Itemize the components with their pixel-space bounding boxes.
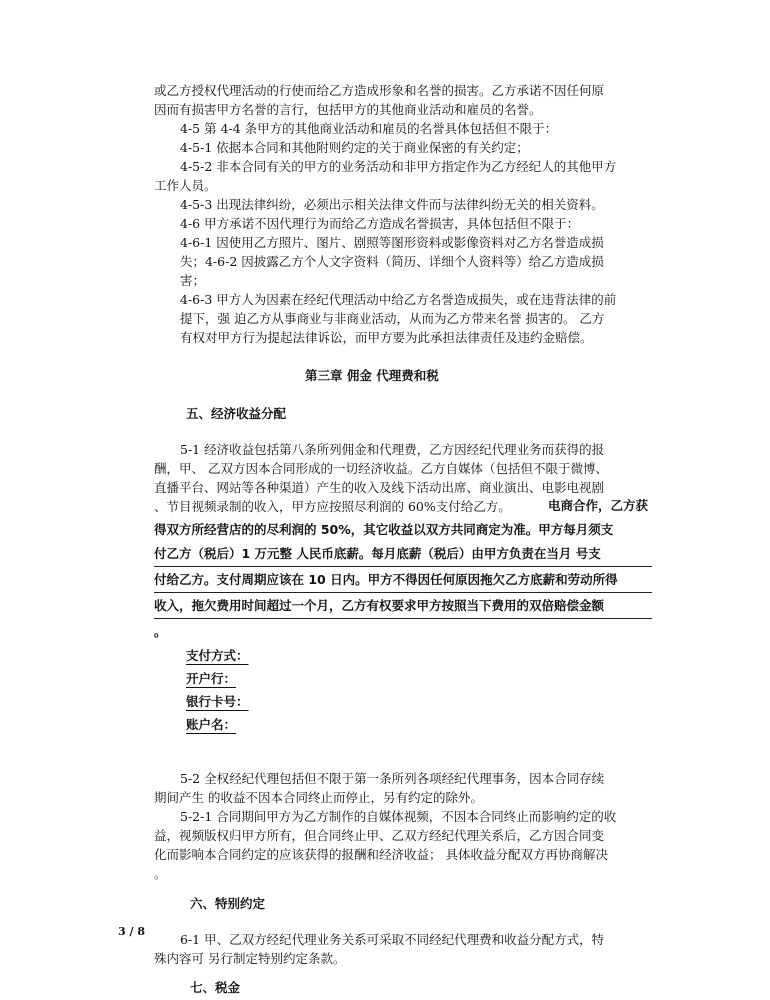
payment-method-label: 支付方式： xyxy=(186,648,249,663)
chapter-title: 第三章 佣金 代理费和税 xyxy=(305,368,439,383)
text-line: 因而有损害甲方名誉的言行，包括甲方的其他商业活动和雇员的名誉。 xyxy=(154,102,542,117)
bold-text: 得双方所经营店的的尽利润的 50%，其它收益以双方共同商定为准。甲方每月须支 xyxy=(154,522,614,537)
bank-label: 开户行： xyxy=(186,671,237,686)
text-line: 、节目视频录制的收入，甲方应按照尽利润的 60%支付给乙方。 xyxy=(154,499,511,514)
bold-text: 。 xyxy=(154,624,167,639)
underline-rule xyxy=(154,618,652,619)
card-number-label: 银行卡号： xyxy=(186,694,249,709)
text-line: 4-5 第 4-4 条甲方的其他商业活动和雇员的名誉具体包括但不限于： xyxy=(180,121,558,136)
underline-rule xyxy=(154,592,652,593)
text-line: 害； xyxy=(180,273,206,288)
text-line: 4-5-3 出现法律纠纷，必须出示相关法律文件而与法律纠纷无关的相关资料。 xyxy=(180,197,604,212)
section-title: 五、经济收益分配 xyxy=(186,406,287,421)
bold-text: 收入，拖欠费用时间超过一个月，乙方有权要求甲方按照当下费用的双倍赔偿金额 xyxy=(154,598,605,613)
text-line: 直播平台、网站等各种渠道）产生的收入及线下活动出席、商业演出、电影电视剧 xyxy=(154,480,605,495)
text-line: 4-5-1 依据本合同和其他附则约定的关于商业保密的有关约定； xyxy=(180,140,529,155)
text-line: 化而影响本合同约定的应该获得的报酬和经济收益； 具体收益分配双方再协商解决 xyxy=(154,847,608,862)
text-line: 失；4-6-2 因披露乙方个人文字资料（简历、详细个人资料等）给乙方造成损 xyxy=(180,254,604,269)
bold-text: 电商合作，乙方获 xyxy=(548,498,649,513)
text-line: 工作人员。 xyxy=(154,178,217,193)
text-line: 4-5-2 非本合同有关的甲方的业务活动和非甲方指定作为乙方经纪人的其他甲方 xyxy=(180,159,617,174)
text-line: 6-1 甲、乙双方经纪代理业务关系可采取不同经纪代理费和收益分配方式，特 xyxy=(180,932,605,947)
text-line: 酬，甲、 乙双方因本合同形成的一切经济收益。乙方自媒体（包括但不限于微博、 xyxy=(154,461,608,476)
bold-text: 付乙方（税后）1 万元整 人民币底薪。每月底薪（税后）由甲方负责在当月 号支 xyxy=(154,546,601,561)
bold-text: 付给乙方。支付周期应该在 10 日内。甲方不得因任何原因拖欠乙方底薪和劳动所得 xyxy=(154,572,618,587)
page-number: 3 / 8 xyxy=(118,925,145,938)
text-line: 5-2-1 合同期间甲方为乙方制作的自媒体视频，不因本合同终止而影响约定的收 xyxy=(180,809,617,824)
text-line: 。 xyxy=(154,866,167,881)
text-line: 有权对甲方行为提起法律诉讼，而甲方要为此承担法律责任及违约金赔偿。 xyxy=(180,330,593,345)
text-line: 期间产生 的收益不因本合同终止而停止，另有约定的除外。 xyxy=(154,790,483,805)
text-line: 5-1 经济收益包括第八条所列佣金和代理费，乙方因经纪代理业务而获得的报 xyxy=(180,442,605,457)
text-line: 4-6-1 因使用乙方照片、图片、剧照等图形资料或影像资料对乙方名誉造成损 xyxy=(180,235,604,250)
section-title: 六、特别约定 xyxy=(190,896,266,911)
text-line: 5-2 全权经纪代理包括但不限于第一条所列各项经纪代理事务，因本合同存续 xyxy=(180,771,605,786)
text-line: 提下，强 迫乙方从事商业与非商业活动，从而为乙方带来名誉 损害的。 乙方 xyxy=(180,311,605,326)
section-title: 七、税金 xyxy=(190,980,241,995)
text-line: 4-6-3 甲方人为因素在经纪代理活动中给乙方名誉造成损失，或在违背法律的前 xyxy=(180,292,617,307)
text-line: 或乙方授权代理活动的行使而给乙方造成形象和名誉的损害。乙方承诺不因任何原 xyxy=(154,83,605,98)
account-name-label: 账户名： xyxy=(186,717,237,732)
text-line: 益，视频版权归甲方所有，但合同终止甲、乙双方经纪代理关系后，乙方因合同变 xyxy=(154,828,605,843)
underline-rule xyxy=(154,566,652,567)
text-line: 殊内容可 另行制定特别约定条款。 xyxy=(154,951,346,966)
text-line: 4-6 甲方承诺不因代理行为而给乙方造成名誉损害，具体包括但不限于： xyxy=(180,216,580,231)
